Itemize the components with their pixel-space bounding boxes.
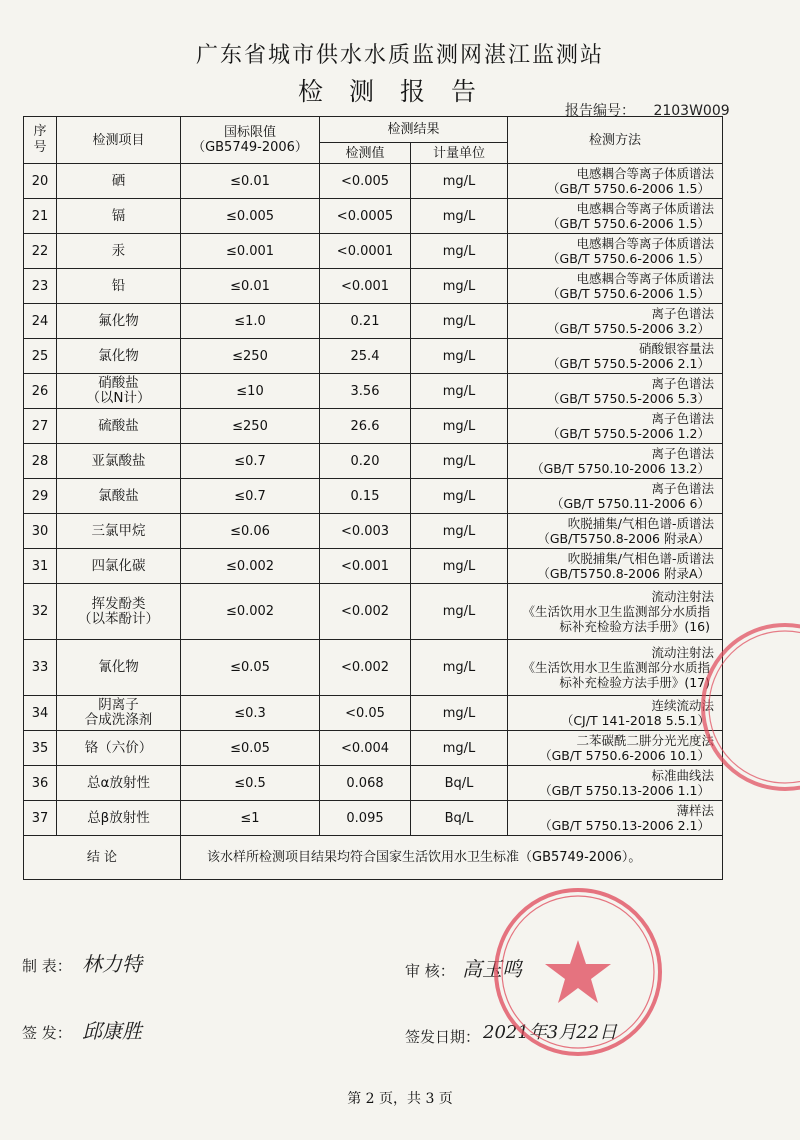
cell-value — [320, 479, 411, 514]
seq-value: 33 — [31, 660, 49, 675]
cell-value — [320, 164, 411, 199]
cell-limit — [181, 640, 320, 696]
table-row — [24, 801, 723, 836]
table-row — [24, 339, 723, 374]
method-name: 连续流动法 — [651, 698, 715, 713]
method-name: 流动注射法 — [651, 645, 715, 660]
header-limit-std: （GB5749-2006） — [192, 140, 308, 155]
cell-method — [508, 339, 723, 374]
limit-value: ≤0.01 — [230, 173, 270, 189]
header-seq — [24, 117, 57, 164]
method-standard: （GB/T 5750.5-2006 1.2） — [547, 426, 711, 441]
method-standard: （GB/T5750.8-2006 附录A） — [537, 531, 711, 546]
cell-method — [508, 374, 723, 409]
table-row — [24, 234, 723, 269]
cell-unit — [411, 199, 508, 234]
cell-seq — [24, 409, 57, 444]
cell-seq — [24, 479, 57, 514]
seq-value: 30 — [31, 523, 49, 539]
header-limit — [181, 117, 320, 164]
report-number-value: 2103W009 — [653, 103, 730, 119]
method-name: 离子色谱法 — [651, 446, 715, 461]
cell-limit — [181, 696, 320, 731]
result-value: <0.002 — [340, 660, 390, 675]
method-standard: （GB/T5750.8-2006 附录A） — [537, 566, 711, 581]
table-row — [24, 374, 723, 409]
method-standard: （GB/T 5750.11-2006 6） — [550, 496, 711, 511]
cell-limit — [181, 444, 320, 479]
limit-value: ≤0.05 — [230, 740, 270, 756]
cell-item — [57, 304, 181, 339]
seq-value: 28 — [31, 453, 49, 469]
cell-item — [57, 801, 181, 836]
item-name: 总β放射性 — [87, 809, 150, 826]
cell-method — [508, 549, 723, 584]
cell-unit — [411, 479, 508, 514]
issued-signature: 邱康胜 — [82, 1019, 142, 1043]
cell-item — [57, 766, 181, 801]
header-unit: 计量单位 — [411, 143, 508, 164]
table-row — [24, 164, 723, 199]
result-value: 25.4 — [350, 348, 380, 364]
seq-value: 25 — [31, 348, 49, 364]
item-name: 四氯化碳 — [91, 557, 146, 574]
item-name-sub: （以苯酚计） — [78, 610, 159, 627]
cell-unit — [411, 640, 508, 696]
table-row — [24, 640, 723, 696]
limit-value: ≤0.7 — [234, 488, 266, 504]
method-standard: （GB/T 5750.5-2006 3.2） — [547, 321, 711, 336]
cell-seq — [24, 444, 57, 479]
cell-unit — [411, 164, 508, 199]
unit-value: mg/L — [442, 740, 476, 756]
table-row — [24, 514, 723, 549]
cell-value — [320, 269, 411, 304]
item-name: 镉 — [111, 207, 126, 224]
unit-value: mg/L — [442, 278, 476, 294]
method-name: 吹脱捕集/气相色谱-质谱法 — [567, 516, 715, 531]
cell-method — [508, 269, 723, 304]
limit-value: ≤0.3 — [234, 705, 266, 721]
issue-date: 2021年3月22日 — [483, 1022, 618, 1043]
seq-value: 35 — [31, 740, 49, 756]
cell-unit — [411, 584, 508, 640]
item-name: 三氯甲烷 — [91, 522, 146, 539]
cell-seq — [24, 269, 57, 304]
official-seal-bottom — [488, 882, 668, 1062]
method-name: 流动注射法 — [651, 589, 715, 604]
method-name: 标准曲线法 — [651, 768, 715, 783]
cell-unit — [411, 801, 508, 836]
result-value: <0.05 — [345, 705, 385, 721]
cell-value — [320, 199, 411, 234]
issue-date-label: 签发日期： — [405, 1028, 481, 1046]
limit-value: ≤0.06 — [230, 523, 270, 539]
method-standard: （GB/T 5750.6-2006 10.1） — [539, 748, 711, 763]
cell-value — [320, 640, 411, 696]
cell-method — [508, 409, 723, 444]
cell-method — [508, 801, 723, 836]
header-result: 检测结果 — [320, 117, 508, 143]
method-standard: （GB/T 5750.5-2006 2.1） — [547, 356, 711, 371]
result-value: 0.20 — [350, 453, 380, 469]
cell-item — [57, 640, 181, 696]
cell-limit — [181, 304, 320, 339]
cell-unit — [411, 339, 508, 374]
result-value: <0.004 — [340, 740, 390, 756]
cell-method — [508, 304, 723, 339]
method-standard: （GB/T 5750.10-2006 13.2） — [531, 461, 711, 476]
org-title: 广东省城市供水水质监测网湛江监测站 — [195, 43, 604, 68]
unit-value: mg/L — [442, 660, 476, 675]
cell-limit — [181, 514, 320, 549]
unit-value: mg/L — [442, 705, 476, 721]
cell-value — [320, 549, 411, 584]
unit-value: mg/L — [442, 313, 476, 329]
cell-value — [320, 766, 411, 801]
limit-value: ≤0.001 — [225, 243, 275, 259]
seq-value: 31 — [31, 558, 49, 574]
cell-unit — [411, 731, 508, 766]
header-method: 检测方法 — [508, 117, 723, 164]
result-value: <0.001 — [340, 558, 390, 574]
item-name: 铅 — [111, 277, 126, 294]
conclusion-label: 结 论 — [24, 836, 181, 880]
cell-limit — [181, 409, 320, 444]
method-name: 离子色谱法 — [651, 411, 715, 426]
method-name: 薄样法 — [676, 803, 715, 818]
cell-item — [57, 444, 181, 479]
cell-method — [508, 199, 723, 234]
item-name: 硒 — [111, 172, 126, 189]
cell-limit — [181, 339, 320, 374]
method-standard: （GB/T 5750.13-2006 1.1） — [539, 783, 711, 798]
method-name: 硝酸银容量法 — [639, 341, 715, 356]
cell-method — [508, 479, 723, 514]
header-seq-label: 序号 — [33, 124, 47, 155]
method-standard: （GB/T 5750.6-2006 1.5） — [547, 216, 711, 231]
limit-value: ≤0.005 — [225, 208, 275, 224]
seq-value: 23 — [31, 278, 49, 294]
cell-limit — [181, 199, 320, 234]
cell-limit — [181, 374, 320, 409]
cell-item — [57, 479, 181, 514]
cell-unit — [411, 444, 508, 479]
cell-limit — [181, 584, 320, 640]
method-name: 离子色谱法 — [651, 376, 715, 391]
cell-unit — [411, 269, 508, 304]
method-standard-cont: 标补充检验方法手册》(16) — [559, 619, 711, 634]
unit-value: Bq/L — [444, 810, 474, 826]
unit-value: mg/L — [442, 348, 476, 364]
item-name: 亚氯酸盐 — [91, 452, 146, 469]
cell-value — [320, 374, 411, 409]
report-number-label: 报告编号： — [565, 103, 635, 119]
cell-limit — [181, 766, 320, 801]
method-standard: （GB/T 5750.6-2006 1.5） — [547, 181, 711, 196]
seq-value: 27 — [31, 418, 49, 434]
cell-limit — [181, 164, 320, 199]
cell-unit — [411, 374, 508, 409]
cell-item — [57, 339, 181, 374]
report-title: 检测报告 — [297, 77, 502, 106]
reviewed-signature: 高玉鸣 — [462, 957, 522, 981]
table-row — [24, 304, 723, 339]
seq-value: 34 — [31, 705, 49, 721]
seq-value: 26 — [31, 383, 49, 399]
method-name: 吹脱捕集/气相色谱-质谱法 — [567, 551, 715, 566]
seq-value: 29 — [31, 488, 49, 504]
method-name: 二苯碳酰二肼分光光度法 — [576, 733, 715, 748]
limit-value: ≤0.002 — [225, 604, 275, 619]
result-value: <0.005 — [340, 173, 390, 189]
cell-seq — [24, 801, 57, 836]
cell-seq — [24, 766, 57, 801]
table-row — [24, 731, 723, 766]
cell-value — [320, 234, 411, 269]
limit-value: ≤0.7 — [234, 453, 266, 469]
seq-value: 22 — [31, 243, 49, 259]
result-value: 0.15 — [350, 488, 380, 504]
item-name: 阴离子 — [98, 697, 139, 713]
item-name: 氟化物 — [98, 312, 139, 329]
cell-seq — [24, 374, 57, 409]
cell-seq — [24, 696, 57, 731]
result-value: <0.002 — [340, 604, 390, 619]
cell-seq — [24, 339, 57, 374]
cell-value — [320, 514, 411, 549]
method-standard-cont: 标补充检验方法手册》(17) — [559, 675, 711, 690]
cell-value — [320, 731, 411, 766]
limit-value: ≤0.01 — [230, 278, 270, 294]
cell-value — [320, 339, 411, 374]
cell-unit — [411, 234, 508, 269]
cell-item — [57, 199, 181, 234]
seq-value: 32 — [31, 604, 49, 619]
item-name: 铬（六价） — [84, 739, 153, 756]
cell-value — [320, 584, 411, 640]
item-name: 氯化物 — [98, 347, 139, 364]
cell-seq — [24, 304, 57, 339]
unit-value: mg/L — [442, 523, 476, 539]
result-value: <0.0001 — [336, 243, 394, 259]
result-value: 0.068 — [346, 775, 384, 791]
method-standard: （CJ/T 141-2018 5.5.1） — [560, 713, 711, 728]
cell-unit — [411, 304, 508, 339]
method-standard: （GB/T 5750.13-2006 2.1） — [539, 818, 711, 833]
method-standard: （GB/T 5750.6-2006 1.5） — [547, 251, 711, 266]
cell-value — [320, 696, 411, 731]
header-limit-label: 国标限值 — [223, 125, 276, 140]
cell-unit — [411, 549, 508, 584]
official-seal-side — [690, 612, 800, 802]
item-name: 总α放射性 — [87, 774, 150, 791]
cell-value — [320, 304, 411, 339]
cell-unit — [411, 409, 508, 444]
item-name-sub: （以N计） — [86, 390, 151, 406]
prepared-label: 制 表： — [22, 957, 72, 975]
cell-unit — [411, 514, 508, 549]
result-value: 0.095 — [346, 810, 384, 826]
limit-value: ≤250 — [232, 348, 268, 364]
method-name: 离子色谱法 — [651, 306, 715, 321]
cell-limit — [181, 801, 320, 836]
table-row — [24, 584, 723, 640]
item-name: 挥发酚类 — [91, 595, 146, 612]
unit-value: mg/L — [442, 173, 476, 189]
method-name: 电感耦合等离子体质谱法 — [576, 236, 715, 251]
result-value: 3.56 — [350, 383, 380, 399]
item-name-sub: 合成洗涤剂 — [84, 712, 153, 728]
table-row — [24, 269, 723, 304]
cell-limit — [181, 479, 320, 514]
page-footer: 第 2 页，共 3 页 — [347, 1091, 453, 1107]
cell-limit — [181, 731, 320, 766]
results-table — [23, 116, 723, 880]
seq-value: 20 — [31, 173, 49, 189]
cell-seq — [24, 199, 57, 234]
table-row — [24, 696, 723, 731]
table-row — [24, 479, 723, 514]
result-value: <0.001 — [340, 278, 390, 294]
cell-value — [320, 409, 411, 444]
result-value: <0.0005 — [336, 208, 394, 224]
method-name: 电感耦合等离子体质谱法 — [576, 166, 715, 181]
method-standard: 《生活饮用水卫生监测部分水质指 — [522, 604, 711, 619]
cell-item — [57, 234, 181, 269]
seq-value: 36 — [31, 775, 49, 791]
cell-item — [57, 409, 181, 444]
cell-method — [508, 444, 723, 479]
unit-value: mg/L — [442, 558, 476, 574]
table-row — [24, 549, 723, 584]
cell-method — [508, 514, 723, 549]
cell-limit — [181, 269, 320, 304]
table-row — [24, 199, 723, 234]
result-value: 26.6 — [350, 418, 380, 434]
cell-method — [508, 164, 723, 199]
unit-value: mg/L — [442, 243, 476, 259]
seq-value: 37 — [31, 810, 49, 826]
limit-value: ≤0.05 — [230, 660, 270, 675]
cell-item — [57, 164, 181, 199]
table-row — [24, 766, 723, 801]
cell-unit — [411, 696, 508, 731]
item-name: 硫酸盐 — [98, 417, 139, 434]
cell-method — [508, 234, 723, 269]
item-name: 氰化物 — [98, 659, 139, 675]
cell-seq — [24, 234, 57, 269]
method-standard: （GB/T 5750.5-2006 5.3） — [547, 391, 711, 406]
header-value: 检测值 — [320, 143, 411, 164]
method-standard: 《生活饮用水卫生监测部分水质指 — [522, 660, 711, 675]
table-row — [24, 444, 723, 479]
cell-item — [57, 269, 181, 304]
seq-value: 24 — [31, 313, 49, 329]
method-name: 电感耦合等离子体质谱法 — [576, 201, 715, 216]
limit-value: ≤250 — [232, 418, 268, 434]
result-value: <0.003 — [340, 523, 390, 539]
unit-value: mg/L — [442, 383, 476, 399]
item-name: 硝酸盐 — [98, 375, 139, 391]
limit-value: ≤0.5 — [234, 775, 266, 791]
prepared-signature: 林力特 — [82, 952, 142, 976]
unit-value: mg/L — [442, 453, 476, 469]
cell-limit — [181, 234, 320, 269]
cell-seq — [24, 164, 57, 199]
reviewed-label: 审 核： — [405, 962, 455, 980]
limit-value: ≤1 — [240, 810, 260, 826]
issued-label: 签 发： — [22, 1024, 72, 1042]
cell-seq — [24, 514, 57, 549]
limit-value: ≤10 — [236, 383, 264, 399]
limit-value: ≤0.002 — [225, 558, 275, 574]
cell-unit — [411, 766, 508, 801]
cell-item — [57, 514, 181, 549]
cell-seq — [24, 640, 57, 696]
unit-value: mg/L — [442, 604, 476, 619]
cell-value — [320, 444, 411, 479]
method-standard: （GB/T 5750.6-2006 1.5） — [547, 286, 711, 301]
cell-item — [57, 731, 181, 766]
cell-item — [57, 549, 181, 584]
cell-item — [57, 374, 181, 409]
unit-value: mg/L — [442, 208, 476, 224]
cell-seq — [24, 731, 57, 766]
limit-value: ≤1.0 — [234, 313, 266, 329]
method-name: 电感耦合等离子体质谱法 — [576, 271, 715, 286]
seq-value: 21 — [31, 208, 49, 224]
method-name: 离子色谱法 — [651, 481, 715, 496]
cell-value — [320, 801, 411, 836]
cell-seq — [24, 584, 57, 640]
cell-limit — [181, 549, 320, 584]
item-name: 氯酸盐 — [98, 487, 139, 504]
cell-item — [57, 584, 181, 640]
unit-value: Bq/L — [444, 775, 474, 791]
item-name: 汞 — [111, 242, 126, 259]
cell-item — [57, 696, 181, 731]
unit-value: mg/L — [442, 488, 476, 504]
table-row — [24, 409, 723, 444]
conclusion-text: 该水样所检测项目结果均符合国家生活饮用水卫生标准（GB5749-2006）。 — [181, 836, 723, 880]
result-value: 0.21 — [350, 313, 380, 329]
cell-seq — [24, 549, 57, 584]
unit-value: mg/L — [442, 418, 476, 434]
header-item: 检测项目 — [57, 117, 181, 164]
